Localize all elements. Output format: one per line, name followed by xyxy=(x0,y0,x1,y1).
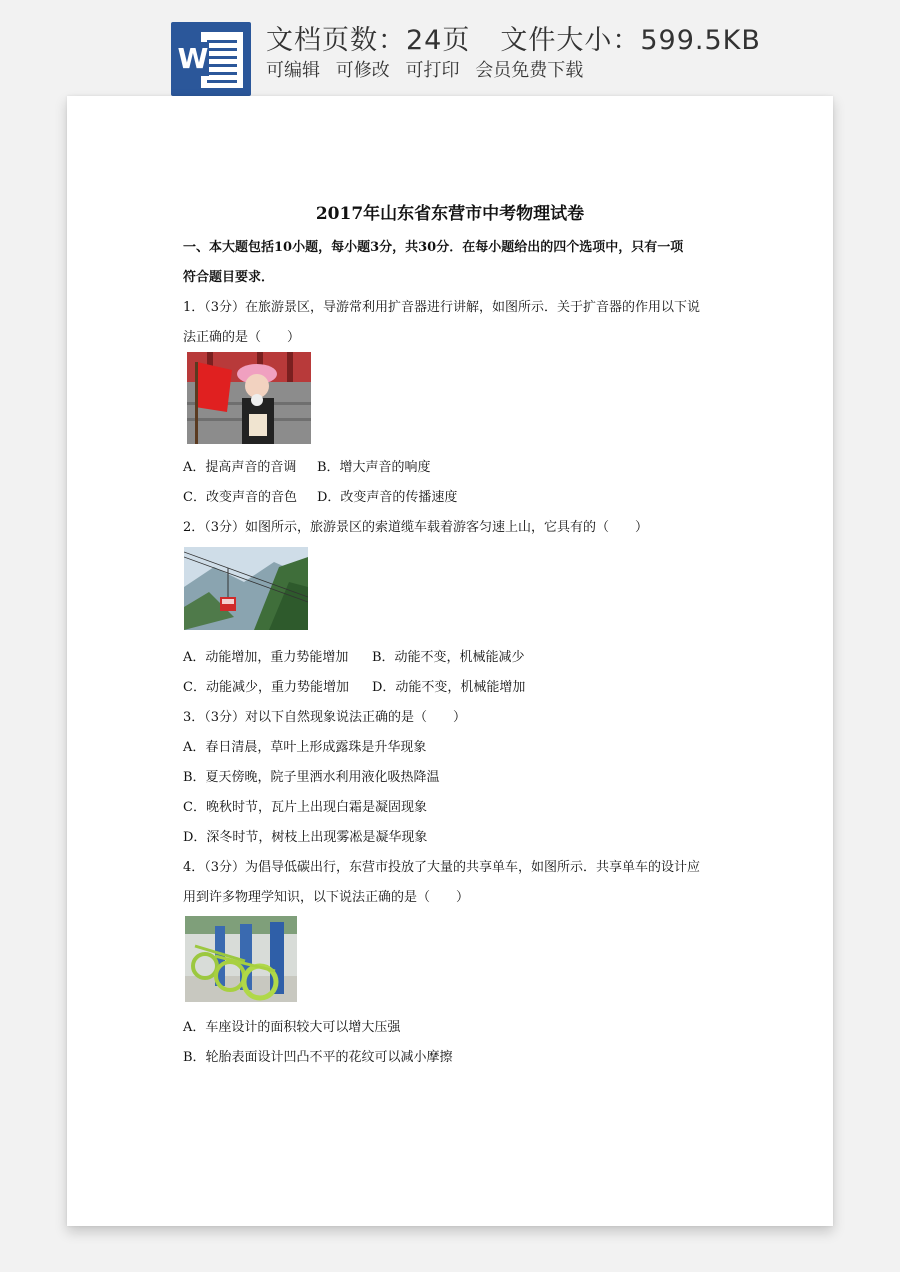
q2-text: 2．（3分）如图所示，旅游景区的索道缆车载着游客匀速上山，它具有的（ ） xyxy=(183,520,649,535)
q2-option-d: D．动能不变，机械能增加 xyxy=(372,680,526,695)
section-heading-line2: 符合题目要求． xyxy=(183,270,275,285)
q3-option-b: B．夏天傍晚，院子里洒水利用液化吸热降温 xyxy=(183,770,440,785)
tour-guide-megaphone-image xyxy=(187,352,311,444)
q3-text: 3．（3分）对以下自然现象说法正确的是（ ） xyxy=(183,710,467,725)
q3-option-d: D．深冬时节，树枝上出现雾凇是凝华现象 xyxy=(183,830,428,845)
exam-title: 2017年山东省东营市中考物理试卷 xyxy=(315,204,585,224)
q1-option-d: D．改变声音的传播速度 xyxy=(317,490,458,505)
word-logo-letter: W xyxy=(177,42,209,75)
q2-option-a: A．动能增加，重力势能增加 xyxy=(183,650,349,665)
file-info xyxy=(266,18,761,57)
q1-option-a: A．提高声音的音调 xyxy=(183,460,297,475)
q1-option-b: B．增大声音的响度 xyxy=(317,460,431,475)
feature-modifiable: 可修改 xyxy=(335,60,390,81)
cable-car-image xyxy=(184,547,308,630)
feature-list xyxy=(266,56,593,82)
q4-option-b: B．轮胎表面设计凹凸不平的花纹可以减小摩擦 xyxy=(183,1050,453,1065)
q3-option-c: C．晚秋时节，瓦片上出现白霜是凝固现象 xyxy=(183,800,427,815)
q1-text-line2: 法正确的是（ ） xyxy=(183,330,301,345)
q3-option-a: A．春日清晨，草叶上形成露珠是升华现象 xyxy=(183,740,427,755)
q4-option-a: A．车座设计的面积较大可以增大压强 xyxy=(183,1020,401,1035)
q2-option-b: B．动能不变，机械能减少 xyxy=(372,650,525,665)
file-size: 文件大小：599.5KB xyxy=(500,25,761,56)
q4-text-line2: 用到许多物理学知识，以下说法正确的是（ ） xyxy=(183,890,470,905)
q1-option-c: C．改变声音的音色 xyxy=(183,490,297,505)
download-banner xyxy=(0,0,900,96)
q2-option-c: C．动能减少，重力势能增加 xyxy=(183,680,349,695)
shared-bikes-image xyxy=(185,916,297,1002)
q4-text-line1: 4．（3分）为倡导低碳出行，东营市投放了大量的共享单车，如图所示．共享单车的设计应 xyxy=(183,860,701,875)
section-heading-line1: 一、本大题包括10小题，每小题3分，共30分．在每小题给出的四个选项中，只有一项 xyxy=(183,240,684,255)
document-page xyxy=(67,96,833,1226)
feature-editable: 可编辑 xyxy=(266,60,320,81)
q1-text-line1: 1．（3分）在旅游景区，导游常利用扩音器进行讲解，如图所示．关于扩音器的作用以下说 xyxy=(183,300,701,315)
word-icon xyxy=(171,22,251,96)
feature-member-download: 会员免费下载 xyxy=(475,60,584,81)
page-count: 文档页数：24页 xyxy=(266,25,471,56)
feature-printable: 可打印 xyxy=(405,60,460,81)
